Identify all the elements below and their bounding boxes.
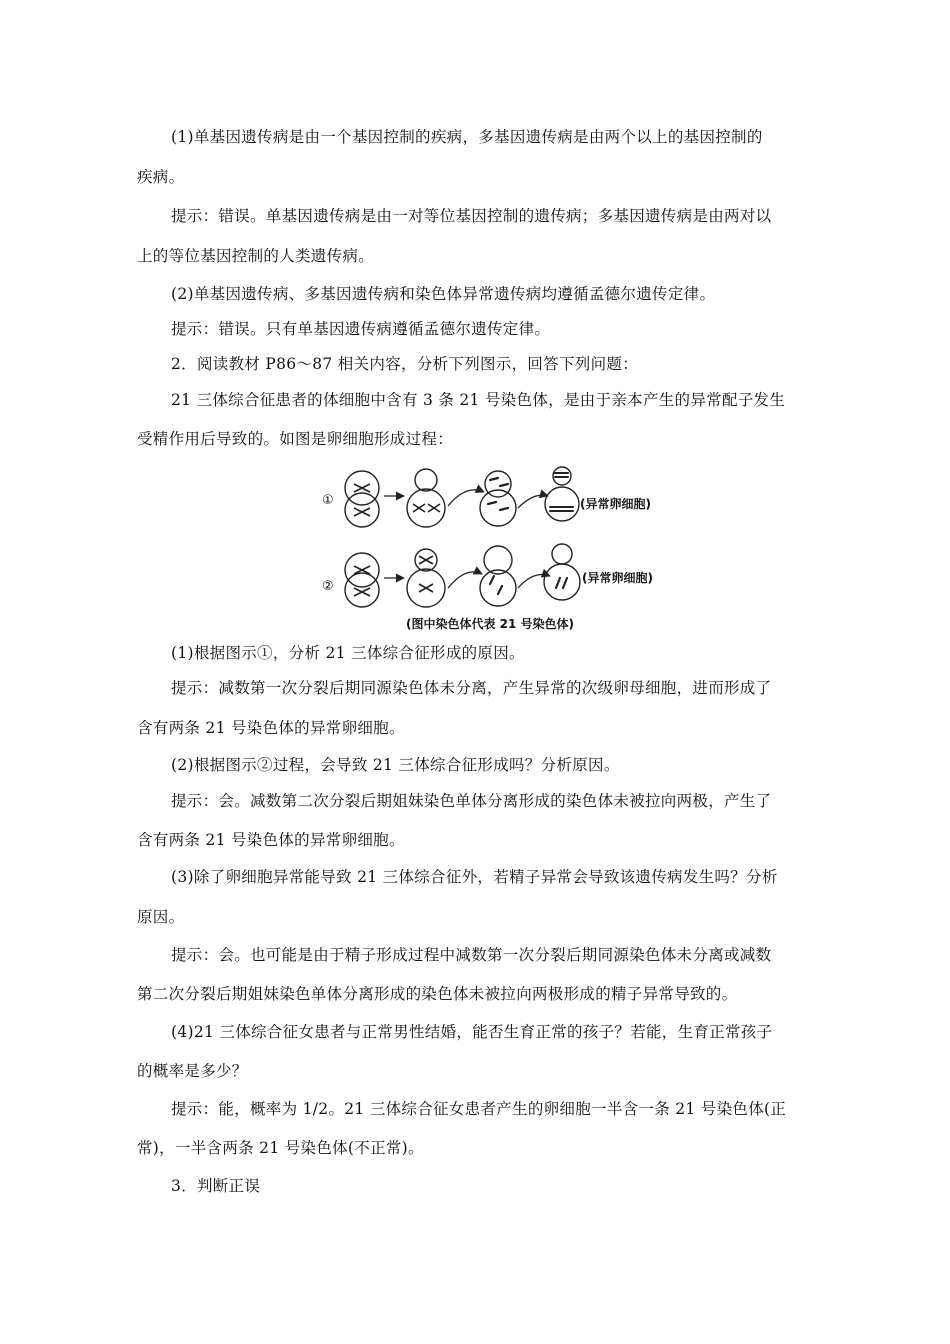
question-1-text-cont: 疾病。 bbox=[137, 168, 185, 186]
row2-cell-primary-chromosomes bbox=[354, 566, 370, 596]
hint-2-2: 提示：会。减数第二次分裂后期姐妹染色单体分离形成的染色体未被拉向两极，产生了 bbox=[171, 792, 772, 810]
question-2-2: (2)根据图示②过程，会导致 21 三体综合征形成吗？分析原因。 bbox=[171, 756, 620, 774]
row2-arrow-2 bbox=[448, 572, 482, 588]
section-2-heading: 2．阅读教材 P86～87 相关内容，分析下列图示，回答下列问题： bbox=[171, 355, 638, 373]
hint-2-2-cont: 含有两条 21 号染色体的异常卵细胞。 bbox=[137, 831, 405, 849]
row1-cell-secondary bbox=[407, 469, 445, 527]
row1-cell-secondary-chromosomes bbox=[413, 504, 440, 512]
figure-caption: (图中染色体代表 21 号染色体) bbox=[405, 617, 575, 631]
intro-text-cont: 受精作用后导致的。如图是卵细胞形成过程： bbox=[137, 430, 454, 448]
row1-arrow-2 bbox=[448, 490, 484, 506]
hint-2-1: 提示：减数第一次分裂后期同源染色体未分离，产生异常的次级卵母细胞，进而形成了 bbox=[171, 679, 772, 697]
hint-2: 提示：错误。只有单基因遗传病遵循孟德尔遗传定律。 bbox=[171, 320, 551, 338]
row1-cell-primary-chromosomes bbox=[354, 484, 370, 516]
section-3-heading: 3．判断正误 bbox=[171, 1177, 261, 1195]
row1-cell-dividing bbox=[480, 471, 516, 526]
hint-1-cont: 上的等位基因控制的人类遗传病。 bbox=[137, 247, 375, 265]
row2-marker: ② bbox=[322, 579, 334, 594]
row2-cell-secondary-chromosomes bbox=[419, 556, 433, 592]
question-1-text: (1)单基因遗传病是由一个基因控制的疾病，多基因遗传病是由两个以上的基因控制的 bbox=[171, 128, 763, 146]
hint-2-4-cont: 常)，一半含两条 21 号染色体(不正常)。 bbox=[137, 1139, 424, 1157]
intro-text: 21 三体综合征患者的体细胞中含有 3 条 21 号染色体，是由于亲本产生的异常配子发生 bbox=[171, 391, 786, 409]
row1-marker: ① bbox=[322, 493, 334, 508]
question-2-3: (3)除了卵细胞异常能导致 21 三体综合征外，若精子异常会导致该遗传病发生吗？分析 bbox=[171, 868, 778, 886]
question-2-4: (4)21 三体综合征女患者与正常男性结婚，能否生育正常的孩子？若能，生育正常孩子 bbox=[171, 1023, 773, 1041]
hint-1: 提示：错误。单基因遗传病是由一对等位基因控制的遗传病；多基因遗传病是由两对以 bbox=[171, 207, 772, 225]
row2-cell-dividing bbox=[480, 546, 516, 606]
row1-cell-dividing-chromosomes bbox=[488, 478, 508, 510]
question-2-3-cont: 原因。 bbox=[137, 908, 185, 926]
row2-cell-dividing-chromosomes bbox=[490, 576, 502, 594]
row1-cell-primary bbox=[345, 471, 379, 527]
row2-cell-secondary bbox=[407, 549, 445, 607]
row1-abnormal-oocyte-label: (异常卵细胞) bbox=[580, 497, 651, 511]
row2-abnormal-oocyte-chromosomes bbox=[556, 578, 567, 588]
hint-2-3: 提示：会。也可能是由于精子形成过程中减数第一次分裂后期同源染色体未分离或减数 bbox=[171, 946, 772, 964]
question-2-4-cont: 的概率是多少？ bbox=[137, 1062, 248, 1080]
row2-abnormal-oocyte-label: (异常卵细胞) bbox=[582, 571, 653, 585]
row1-arrow-3 bbox=[518, 495, 548, 508]
hint-2-4: 提示：能，概率为 1/2。21 三体综合征女患者产生的卵细胞一半含一条 21 号染色体(正 bbox=[171, 1100, 787, 1118]
hint-2-3-cont: 第二次分裂后期姐妹染色单体分离形成的染色体未被拉向两极形成的精子异常导致的。 bbox=[137, 985, 738, 1003]
row2-cell-primary bbox=[345, 553, 379, 607]
hint-2-1-cont: 含有两条 21 号染色体的异常卵细胞。 bbox=[137, 719, 405, 737]
row1-abnormal-oocyte bbox=[545, 467, 579, 521]
row2-abnormal-oocyte bbox=[544, 544, 580, 600]
question-2-text: (2)单基因遗传病、多基因遗传病和染色体异常遗传病均遵循孟德尔遗传定律。 bbox=[171, 285, 716, 303]
question-2-1: (1)根据图示①，分析 21 三体综合征形成的原因。 bbox=[171, 644, 525, 662]
oocyte-formation-figure bbox=[300, 462, 680, 640]
